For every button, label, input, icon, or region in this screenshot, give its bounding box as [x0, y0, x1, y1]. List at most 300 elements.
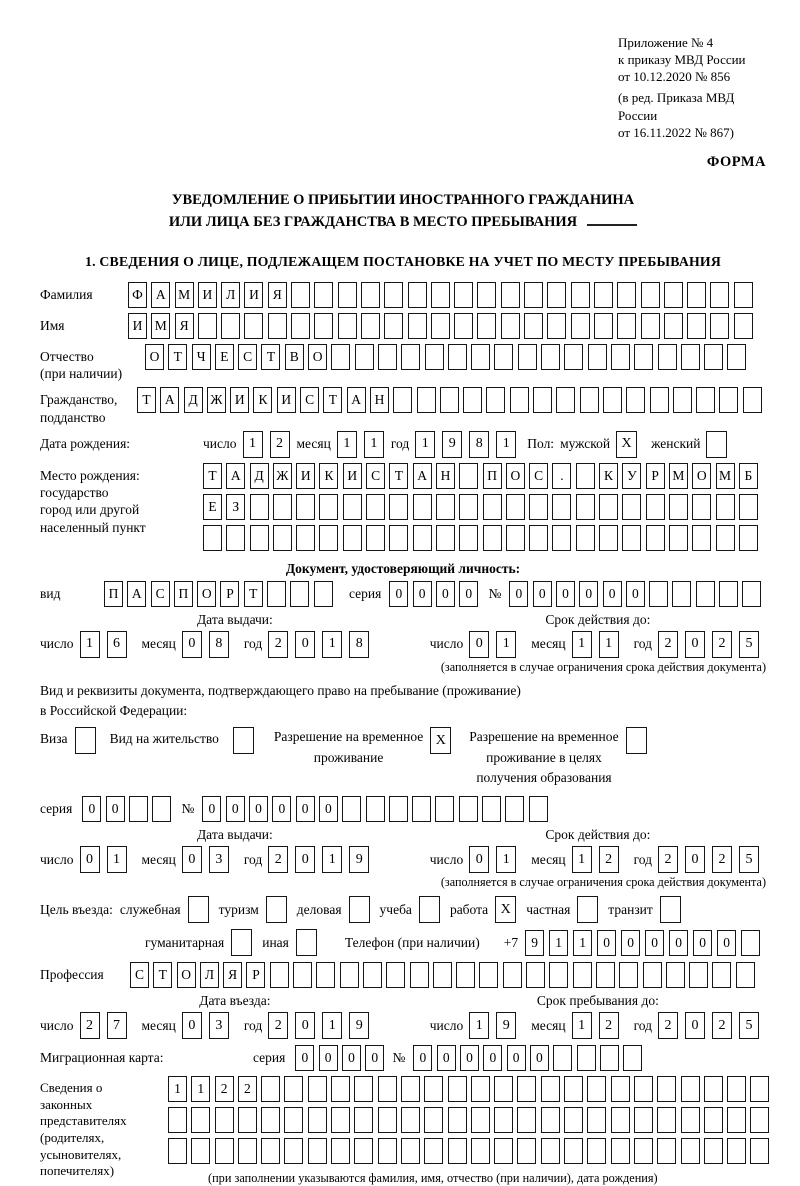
form-cell[interactable] — [577, 1045, 596, 1071]
form-cell[interactable]: И — [343, 463, 362, 489]
form-cell[interactable]: М — [669, 463, 688, 489]
form-cell[interactable]: 0 — [182, 846, 202, 873]
form-cell[interactable]: 0 — [669, 930, 688, 956]
form-cell[interactable]: 9 — [442, 431, 462, 458]
form-cell[interactable] — [477, 313, 496, 339]
form-cell[interactable] — [471, 1107, 490, 1133]
form-cell[interactable]: 0 — [436, 581, 455, 607]
form-cell[interactable]: 6 — [107, 631, 127, 658]
form-cell[interactable] — [617, 313, 636, 339]
form-cell[interactable] — [168, 1107, 187, 1133]
form-cell[interactable]: 1 — [364, 431, 384, 458]
form-cell[interactable] — [594, 313, 613, 339]
form-cell[interactable]: 1 — [243, 431, 263, 458]
form-cell[interactable]: Т — [203, 463, 222, 489]
form-cell[interactable] — [215, 1107, 234, 1133]
form-cell[interactable] — [518, 344, 537, 370]
form-cell[interactable]: . — [552, 463, 571, 489]
form-cell[interactable] — [308, 1107, 327, 1133]
form-cell[interactable]: 0 — [182, 1012, 202, 1039]
form-cell[interactable]: 0 — [556, 581, 575, 607]
form-cell[interactable]: Р — [246, 962, 265, 988]
form-cell[interactable] — [696, 581, 715, 607]
form-cell[interactable] — [454, 313, 473, 339]
form-cell[interactable]: 0 — [469, 846, 489, 873]
form-cell[interactable]: 1 — [599, 631, 619, 658]
form-cell[interactable] — [622, 525, 641, 551]
form-cell[interactable] — [459, 494, 478, 520]
form-cell[interactable] — [501, 313, 520, 339]
purpose-work-checkbox[interactable]: X — [495, 896, 516, 923]
form-cell[interactable] — [727, 1138, 746, 1164]
form-cell[interactable]: Л — [200, 962, 219, 988]
form-cell[interactable]: О — [308, 344, 327, 370]
form-cell[interactable]: 1 — [191, 1076, 210, 1102]
form-cell[interactable] — [517, 1107, 536, 1133]
form-cell[interactable]: 1 — [322, 631, 342, 658]
form-cell[interactable]: 7 — [107, 1012, 127, 1039]
form-cell[interactable]: 0 — [693, 930, 712, 956]
form-cell[interactable] — [573, 962, 592, 988]
form-cell[interactable]: О — [506, 463, 525, 489]
form-cell[interactable] — [314, 313, 333, 339]
form-cell[interactable] — [571, 282, 590, 308]
form-cell[interactable] — [384, 313, 403, 339]
form-cell[interactable]: 0 — [319, 796, 338, 822]
form-cell[interactable] — [494, 1076, 513, 1102]
form-cell[interactable]: 2 — [268, 846, 288, 873]
form-cell[interactable] — [448, 1076, 467, 1102]
form-cell[interactable] — [361, 313, 380, 339]
form-cell[interactable] — [681, 1107, 700, 1133]
form-cell[interactable]: 0 — [80, 846, 100, 873]
form-cell[interactable]: Т — [244, 581, 263, 607]
form-cell[interactable] — [226, 525, 245, 551]
form-cell[interactable]: К — [599, 463, 618, 489]
form-cell[interactable] — [408, 282, 427, 308]
form-cell[interactable] — [290, 581, 309, 607]
form-cell[interactable] — [389, 525, 408, 551]
form-cell[interactable] — [424, 1107, 443, 1133]
form-cell[interactable]: 0 — [469, 631, 489, 658]
form-cell[interactable]: И — [244, 282, 263, 308]
form-cell[interactable]: 2 — [80, 1012, 100, 1039]
form-cell[interactable]: 1 — [549, 930, 568, 956]
form-cell[interactable] — [687, 282, 706, 308]
form-cell[interactable]: Я — [175, 313, 194, 339]
form-cell[interactable]: П — [174, 581, 193, 607]
form-cell[interactable] — [646, 494, 665, 520]
form-cell[interactable]: П — [483, 463, 502, 489]
form-cell[interactable] — [494, 344, 513, 370]
form-cell[interactable] — [355, 344, 374, 370]
form-cell[interactable]: Ч — [192, 344, 211, 370]
form-cell[interactable]: 0 — [342, 1045, 361, 1071]
form-cell[interactable] — [366, 494, 385, 520]
form-cell[interactable] — [456, 962, 475, 988]
form-cell[interactable]: 2 — [658, 1012, 678, 1039]
form-cell[interactable] — [483, 525, 502, 551]
form-cell[interactable] — [611, 344, 630, 370]
form-cell[interactable] — [354, 1138, 373, 1164]
form-cell[interactable]: 2 — [658, 846, 678, 873]
form-cell[interactable]: С — [151, 581, 170, 607]
form-cell[interactable]: 0 — [82, 796, 101, 822]
form-cell[interactable] — [486, 387, 505, 413]
form-cell[interactable] — [742, 581, 761, 607]
form-cell[interactable] — [634, 344, 653, 370]
form-cell[interactable]: 0 — [389, 581, 408, 607]
form-cell[interactable] — [526, 962, 545, 988]
form-cell[interactable] — [378, 1076, 397, 1102]
form-cell[interactable]: 0 — [249, 796, 268, 822]
form-cell[interactable] — [529, 525, 548, 551]
form-cell[interactable]: 0 — [365, 1045, 384, 1071]
form-cell[interactable] — [417, 387, 436, 413]
form-cell[interactable] — [669, 525, 688, 551]
form-cell[interactable]: 0 — [413, 1045, 432, 1071]
form-cell[interactable]: А — [347, 387, 366, 413]
form-cell[interactable] — [576, 525, 595, 551]
form-cell[interactable] — [687, 313, 706, 339]
form-cell[interactable]: 0 — [437, 1045, 456, 1071]
form-cell[interactable] — [619, 962, 638, 988]
form-cell[interactable] — [393, 387, 412, 413]
form-cell[interactable]: 2 — [215, 1076, 234, 1102]
form-cell[interactable]: С — [130, 962, 149, 988]
form-cell[interactable]: 0 — [685, 846, 705, 873]
form-cell[interactable] — [681, 1138, 700, 1164]
form-cell[interactable] — [198, 313, 217, 339]
form-cell[interactable] — [129, 796, 148, 822]
form-cell[interactable] — [343, 494, 362, 520]
form-cell[interactable]: 2 — [712, 1012, 732, 1039]
form-cell[interactable]: К — [253, 387, 272, 413]
form-cell[interactable] — [431, 313, 450, 339]
form-cell[interactable]: Ж — [273, 463, 292, 489]
form-cell[interactable]: М — [716, 463, 735, 489]
form-cell[interactable] — [673, 387, 692, 413]
form-cell[interactable] — [599, 494, 618, 520]
form-cell[interactable] — [710, 313, 729, 339]
form-cell[interactable] — [506, 525, 525, 551]
form-cell[interactable] — [524, 313, 543, 339]
form-cell[interactable] — [734, 282, 753, 308]
form-cell[interactable] — [270, 962, 289, 988]
form-cell[interactable] — [284, 1138, 303, 1164]
form-cell[interactable] — [664, 282, 683, 308]
form-cell[interactable] — [293, 962, 312, 988]
form-cell[interactable]: Е — [203, 494, 222, 520]
form-cell[interactable] — [552, 494, 571, 520]
form-cell[interactable] — [736, 962, 755, 988]
form-cell[interactable] — [634, 1138, 653, 1164]
form-cell[interactable]: 2 — [599, 1012, 619, 1039]
form-cell[interactable]: 0 — [295, 1045, 314, 1071]
form-cell[interactable] — [471, 344, 490, 370]
form-cell[interactable]: 2 — [599, 846, 619, 873]
form-cell[interactable] — [494, 1107, 513, 1133]
form-cell[interactable] — [314, 282, 333, 308]
form-cell[interactable]: 2 — [268, 631, 288, 658]
form-cell[interactable] — [672, 581, 691, 607]
form-cell[interactable] — [378, 1138, 397, 1164]
male-checkbox[interactable]: X — [616, 431, 637, 458]
form-cell[interactable] — [424, 1076, 443, 1102]
form-cell[interactable]: И — [277, 387, 296, 413]
form-cell[interactable] — [716, 525, 735, 551]
female-checkbox[interactable] — [706, 431, 727, 458]
form-cell[interactable] — [657, 1076, 676, 1102]
form-cell[interactable] — [354, 1107, 373, 1133]
form-cell[interactable]: 3 — [209, 1012, 229, 1039]
form-cell[interactable] — [580, 387, 599, 413]
form-cell[interactable] — [413, 494, 432, 520]
purpose-study-checkbox[interactable] — [419, 896, 440, 923]
form-cell[interactable] — [547, 313, 566, 339]
form-cell[interactable] — [529, 796, 548, 822]
form-cell[interactable] — [587, 1107, 606, 1133]
form-cell[interactable]: 0 — [182, 631, 202, 658]
form-cell[interactable]: Я — [268, 282, 287, 308]
form-cell[interactable]: 1 — [496, 631, 516, 658]
form-cell[interactable]: Т — [153, 962, 172, 988]
form-cell[interactable] — [448, 1107, 467, 1133]
form-cell[interactable] — [600, 1045, 619, 1071]
form-cell[interactable]: З — [226, 494, 245, 520]
form-cell[interactable]: 0 — [717, 930, 736, 956]
form-cell[interactable] — [331, 344, 350, 370]
form-cell[interactable] — [268, 313, 287, 339]
form-cell[interactable] — [712, 962, 731, 988]
form-cell[interactable] — [191, 1138, 210, 1164]
form-cell[interactable] — [386, 962, 405, 988]
form-cell[interactable] — [517, 1076, 536, 1102]
form-cell[interactable] — [576, 494, 595, 520]
form-cell[interactable] — [436, 525, 455, 551]
form-cell[interactable] — [501, 282, 520, 308]
form-cell[interactable]: К — [319, 463, 338, 489]
form-cell[interactable]: 0 — [621, 930, 640, 956]
form-cell[interactable] — [704, 1107, 723, 1133]
form-cell[interactable]: 0 — [685, 1012, 705, 1039]
form-cell[interactable] — [681, 1076, 700, 1102]
form-cell[interactable]: 0 — [296, 796, 315, 822]
form-cell[interactable] — [599, 525, 618, 551]
form-cell[interactable]: 0 — [295, 846, 315, 873]
form-cell[interactable] — [413, 525, 432, 551]
form-cell[interactable]: Т — [389, 463, 408, 489]
form-cell[interactable] — [319, 525, 338, 551]
form-cell[interactable]: Т — [137, 387, 156, 413]
form-cell[interactable]: Б — [739, 463, 758, 489]
form-cell[interactable] — [643, 962, 662, 988]
form-cell[interactable] — [384, 282, 403, 308]
form-cell[interactable] — [552, 525, 571, 551]
form-cell[interactable] — [657, 1107, 676, 1133]
form-cell[interactable] — [448, 344, 467, 370]
form-cell[interactable] — [314, 581, 333, 607]
form-cell[interactable]: 0 — [202, 796, 221, 822]
form-cell[interactable]: 2 — [658, 631, 678, 658]
form-cell[interactable]: 8 — [469, 431, 489, 458]
form-cell[interactable]: О — [177, 962, 196, 988]
form-cell[interactable] — [611, 1076, 630, 1102]
form-cell[interactable]: И — [128, 313, 147, 339]
form-cell[interactable]: С — [238, 344, 257, 370]
form-cell[interactable] — [719, 387, 738, 413]
form-cell[interactable] — [338, 282, 357, 308]
form-cell[interactable] — [739, 525, 758, 551]
form-cell[interactable] — [533, 387, 552, 413]
form-cell[interactable]: 0 — [579, 581, 598, 607]
form-cell[interactable] — [617, 282, 636, 308]
form-cell[interactable] — [354, 1076, 373, 1102]
form-cell[interactable] — [250, 525, 269, 551]
form-cell[interactable] — [401, 1107, 420, 1133]
form-cell[interactable]: О — [692, 463, 711, 489]
form-cell[interactable] — [291, 282, 310, 308]
form-cell[interactable]: С — [366, 463, 385, 489]
form-cell[interactable]: 5 — [739, 846, 759, 873]
form-cell[interactable] — [244, 313, 263, 339]
form-cell[interactable] — [424, 1138, 443, 1164]
form-cell[interactable]: 9 — [525, 930, 544, 956]
form-cell[interactable] — [549, 962, 568, 988]
form-cell[interactable] — [571, 313, 590, 339]
form-cell[interactable]: 2 — [238, 1076, 257, 1102]
form-cell[interactable] — [238, 1107, 257, 1133]
form-cell[interactable]: 0 — [530, 1045, 549, 1071]
form-cell[interactable] — [454, 282, 473, 308]
form-cell[interactable] — [750, 1076, 769, 1102]
form-cell[interactable] — [634, 1107, 653, 1133]
form-cell[interactable]: 1 — [80, 631, 100, 658]
form-cell[interactable]: Р — [220, 581, 239, 607]
form-cell[interactable]: 9 — [349, 1012, 369, 1039]
form-cell[interactable]: У — [622, 463, 641, 489]
form-cell[interactable] — [727, 1076, 746, 1102]
form-cell[interactable]: М — [151, 313, 170, 339]
form-cell[interactable] — [541, 344, 560, 370]
form-cell[interactable] — [296, 494, 315, 520]
form-cell[interactable]: 1 — [496, 431, 516, 458]
form-cell[interactable]: 8 — [209, 631, 229, 658]
form-cell[interactable]: Д — [250, 463, 269, 489]
form-cell[interactable] — [553, 1045, 572, 1071]
form-cell[interactable] — [741, 930, 760, 956]
form-cell[interactable] — [331, 1138, 350, 1164]
form-cell[interactable]: Д — [184, 387, 203, 413]
form-cell[interactable] — [261, 1107, 280, 1133]
form-cell[interactable]: Ж — [207, 387, 226, 413]
form-cell[interactable]: 1 — [337, 431, 357, 458]
form-cell[interactable]: 0 — [685, 631, 705, 658]
form-cell[interactable]: 0 — [319, 1045, 338, 1071]
form-cell[interactable]: 1 — [415, 431, 435, 458]
form-cell[interactable]: 1 — [322, 846, 342, 873]
form-cell[interactable] — [650, 387, 669, 413]
form-cell[interactable] — [576, 463, 595, 489]
purpose-humanitarian-checkbox[interactable] — [231, 929, 252, 956]
form-cell[interactable] — [261, 1076, 280, 1102]
purpose-business-checkbox[interactable] — [349, 896, 370, 923]
form-cell[interactable] — [273, 494, 292, 520]
form-cell[interactable] — [622, 494, 641, 520]
form-cell[interactable] — [596, 962, 615, 988]
form-cell[interactable] — [363, 962, 382, 988]
form-cell[interactable] — [710, 282, 729, 308]
form-cell[interactable] — [378, 1107, 397, 1133]
form-cell[interactable]: В — [285, 344, 304, 370]
form-cell[interactable]: Я — [223, 962, 242, 988]
form-cell[interactable] — [646, 525, 665, 551]
form-cell[interactable] — [331, 1107, 350, 1133]
form-cell[interactable] — [510, 387, 529, 413]
form-cell[interactable]: 0 — [295, 631, 315, 658]
purpose-tourism-checkbox[interactable] — [266, 896, 287, 923]
form-cell[interactable]: 1 — [572, 846, 592, 873]
form-cell[interactable]: Н — [370, 387, 389, 413]
form-cell[interactable] — [649, 581, 668, 607]
form-cell[interactable]: Т — [168, 344, 187, 370]
form-cell[interactable] — [410, 962, 429, 988]
form-cell[interactable] — [588, 344, 607, 370]
form-cell[interactable] — [641, 313, 660, 339]
form-cell[interactable]: А — [226, 463, 245, 489]
form-cell[interactable] — [506, 494, 525, 520]
form-cell[interactable] — [463, 387, 482, 413]
form-cell[interactable] — [587, 1138, 606, 1164]
form-cell[interactable] — [681, 344, 700, 370]
form-cell[interactable] — [308, 1138, 327, 1164]
form-cell[interactable]: 0 — [272, 796, 291, 822]
form-cell[interactable] — [203, 525, 222, 551]
form-cell[interactable]: М — [175, 282, 194, 308]
form-cell[interactable] — [634, 1076, 653, 1102]
form-cell[interactable] — [238, 1138, 257, 1164]
purpose-transit-checkbox[interactable] — [660, 896, 681, 923]
form-cell[interactable] — [338, 313, 357, 339]
form-cell[interactable] — [440, 387, 459, 413]
form-cell[interactable] — [389, 494, 408, 520]
form-cell[interactable] — [471, 1138, 490, 1164]
form-cell[interactable] — [366, 525, 385, 551]
form-cell[interactable] — [494, 1138, 513, 1164]
form-cell[interactable]: 0 — [413, 581, 432, 607]
form-cell[interactable] — [471, 1076, 490, 1102]
form-cell[interactable] — [366, 796, 385, 822]
form-cell[interactable]: А — [151, 282, 170, 308]
form-cell[interactable] — [727, 1107, 746, 1133]
form-cell[interactable] — [191, 1107, 210, 1133]
form-cell[interactable] — [401, 1076, 420, 1102]
form-cell[interactable] — [361, 282, 380, 308]
form-cell[interactable] — [412, 796, 431, 822]
form-cell[interactable] — [692, 494, 711, 520]
form-cell[interactable]: Т — [261, 344, 280, 370]
form-cell[interactable] — [743, 387, 762, 413]
form-cell[interactable] — [267, 581, 286, 607]
form-cell[interactable] — [658, 344, 677, 370]
form-cell[interactable] — [505, 796, 524, 822]
form-cell[interactable]: 0 — [533, 581, 552, 607]
form-cell[interactable] — [459, 796, 478, 822]
residence-permit-checkbox[interactable] — [233, 727, 254, 754]
form-cell[interactable] — [547, 282, 566, 308]
form-cell[interactable] — [408, 313, 427, 339]
form-cell[interactable] — [479, 962, 498, 988]
